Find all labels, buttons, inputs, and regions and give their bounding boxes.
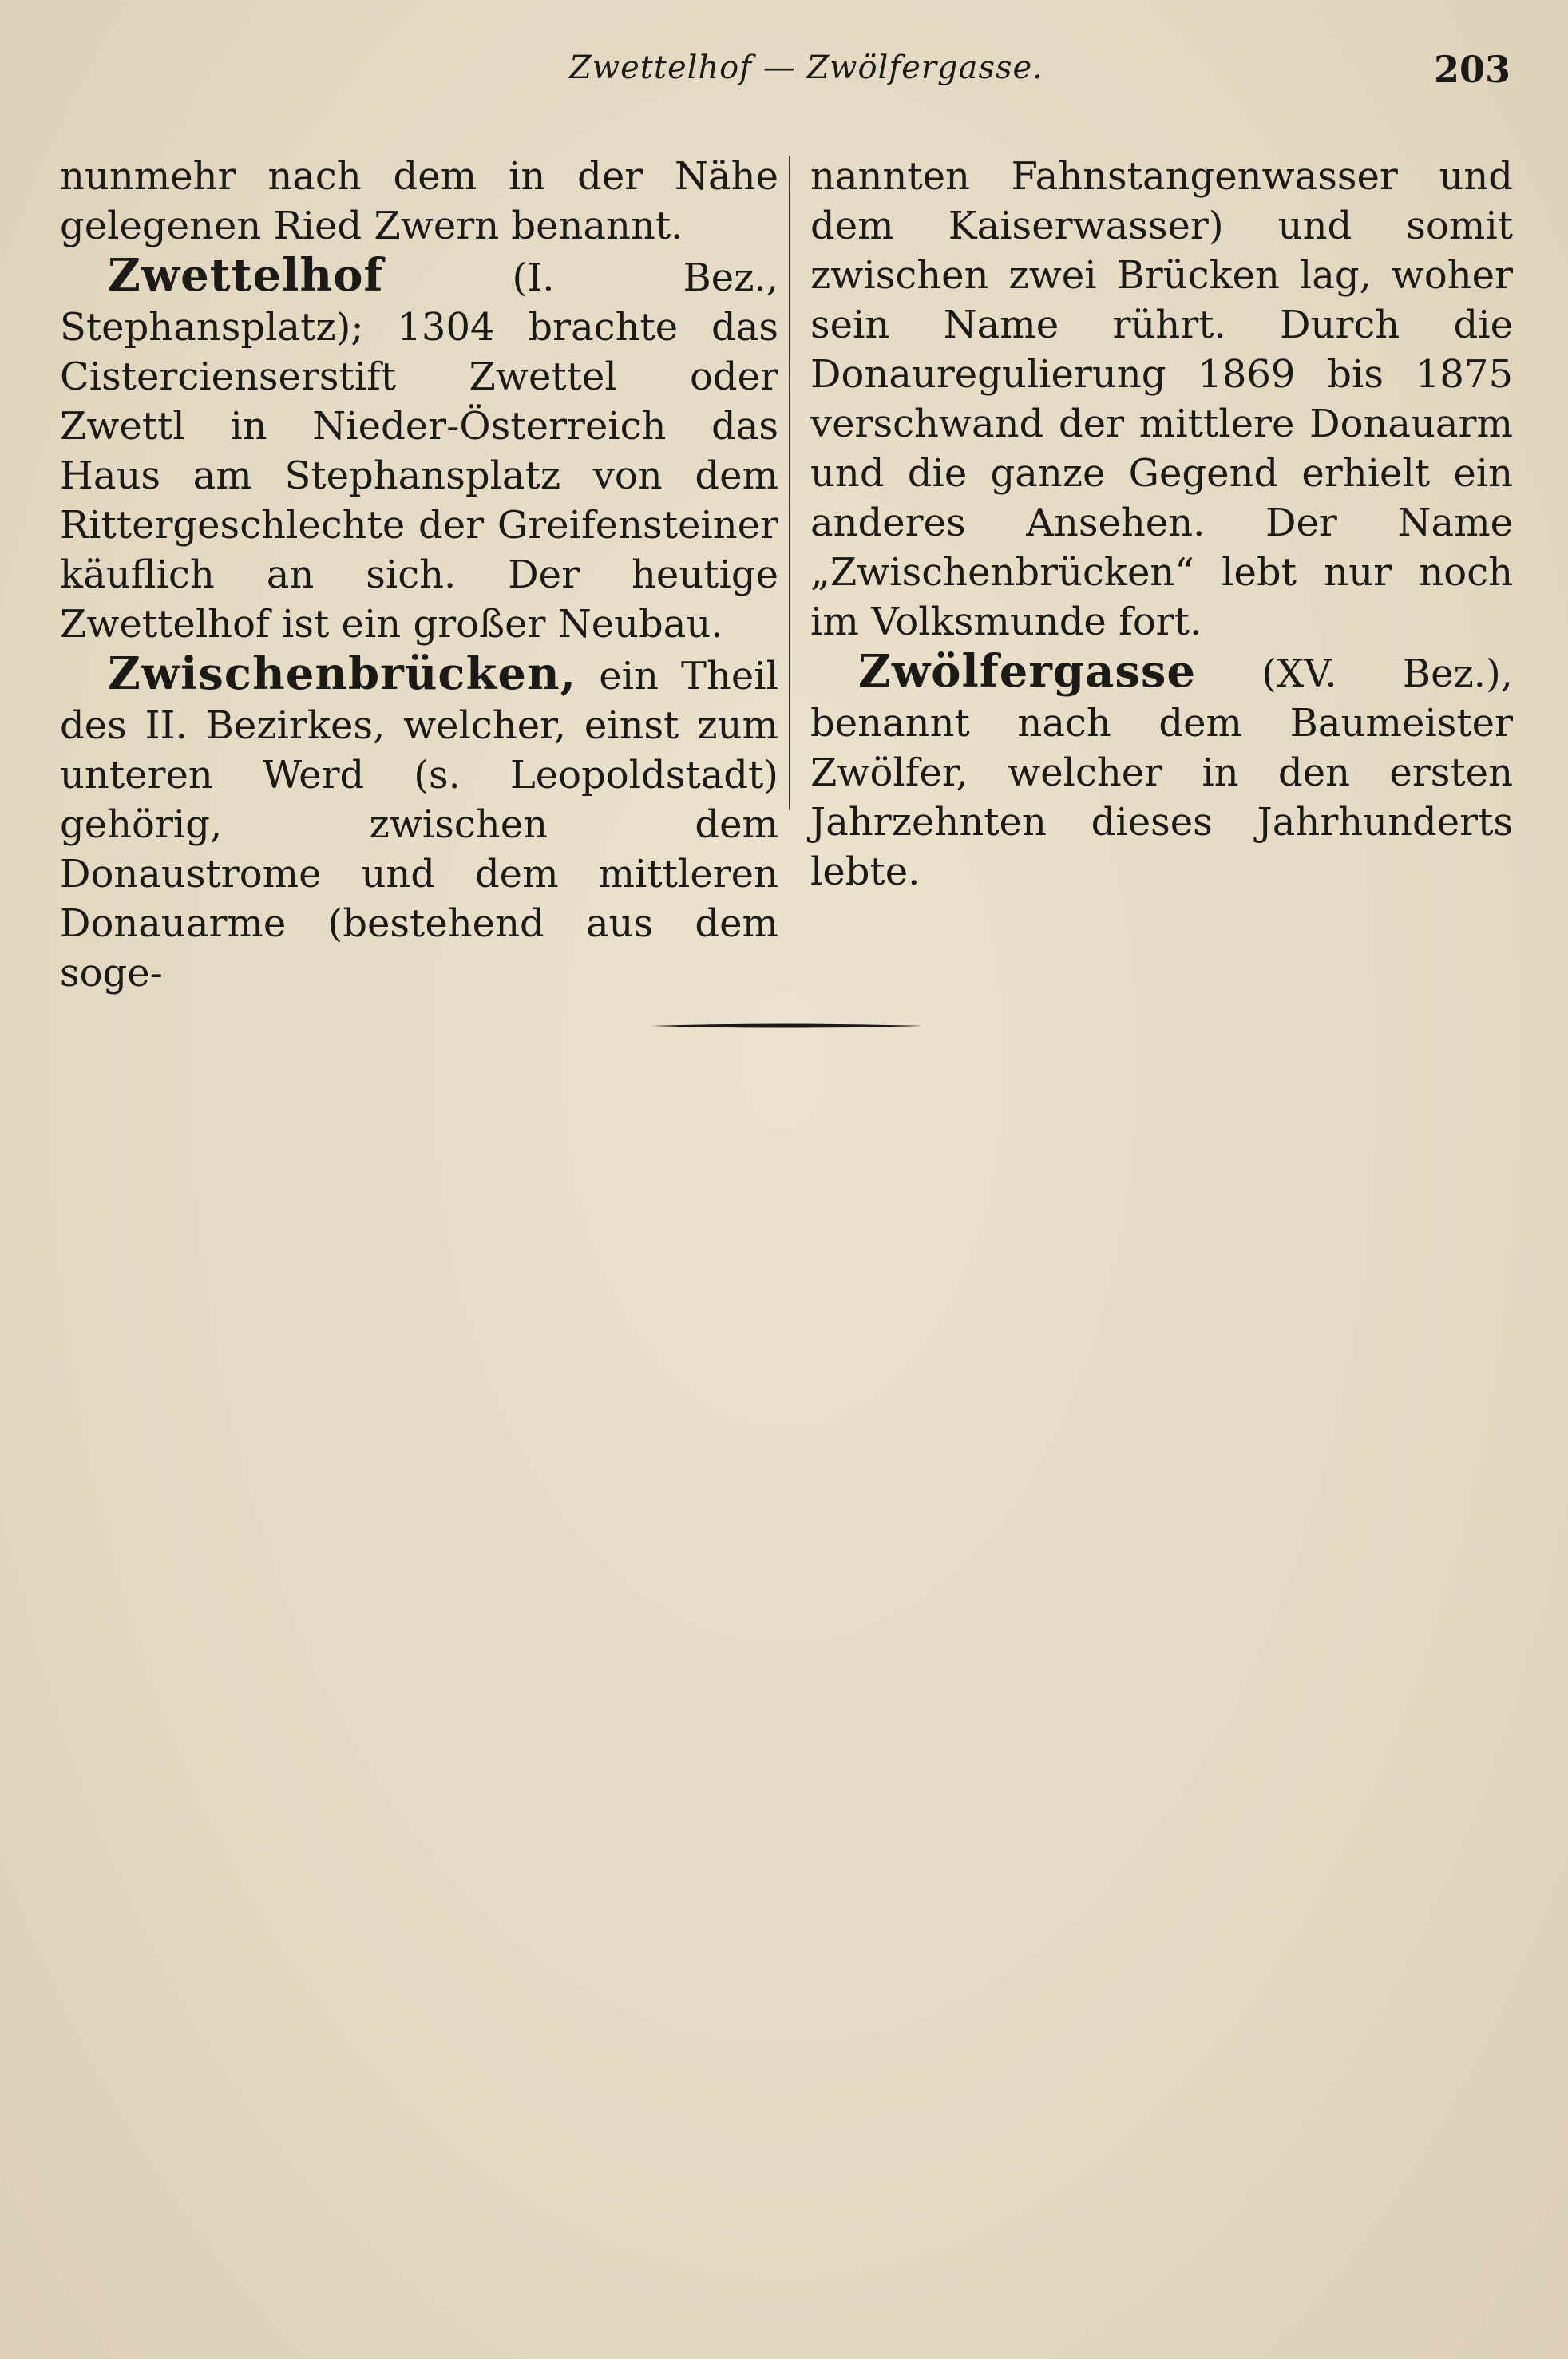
end-rule xyxy=(651,1023,922,1029)
right-column xyxy=(810,152,1513,896)
entry-zwoelfergasse xyxy=(810,647,1513,896)
headword: Zwölfergasse xyxy=(858,645,1197,698)
entry-zwettelhof xyxy=(60,251,778,649)
column-divider xyxy=(789,156,790,810)
continuation-text: nunmehr nach dem in der Nähe gelegenen Ried Zwern benannt. xyxy=(60,154,778,248)
page-number: 203 xyxy=(1433,48,1511,91)
running-title: Zwettelhof — Zwölfergasse. xyxy=(569,49,1043,86)
continuation-text: nannten Fahnstangenwasser und dem Kaiserwasser) und somit zwischen zwei Brücken lag, woher sein Name rührt. Durch die Donauregulierung 1869 bis 1875 verschwand der mittlere Donauarm und die ganze Gegend erhielt ein anderes Ansehen. Der Name „Zwischenbrücken“ lebt nur noch im Volksmunde fort. xyxy=(810,154,1513,644)
entry-text: (XV. Bez.), benannt nach dem Baumeister Zwölfer, welcher in den ersten Jahrzehnten dieses Jahrhunderts lebte. xyxy=(810,651,1513,894)
left-column xyxy=(60,152,778,998)
entry-text: ein Theil des II. Bezirkes, welcher, einst zum unteren Werd (s. Leopoldstadt) gehörig, zwischen dem Donaustrome und dem mittleren Donauarme (bestehend aus dem soge- xyxy=(60,654,778,995)
end-rule-line xyxy=(651,1023,922,1029)
entry-zwischenbruecken xyxy=(60,649,778,998)
headword: Zwischenbrücken, xyxy=(108,647,577,700)
entry-text: (I. Bez., Stephansplatz); 1304 brachte das Cistercienserstift Zwettel oder Zwettl in Nieder-Österreich das Haus am Stephansplatz von dem Rittergeschlechte der Greifensteiner käuflich an sich. Der heutige Zwettelhof ist ein großer Neubau. xyxy=(60,255,778,647)
headword: Zwettelhof xyxy=(108,249,384,302)
